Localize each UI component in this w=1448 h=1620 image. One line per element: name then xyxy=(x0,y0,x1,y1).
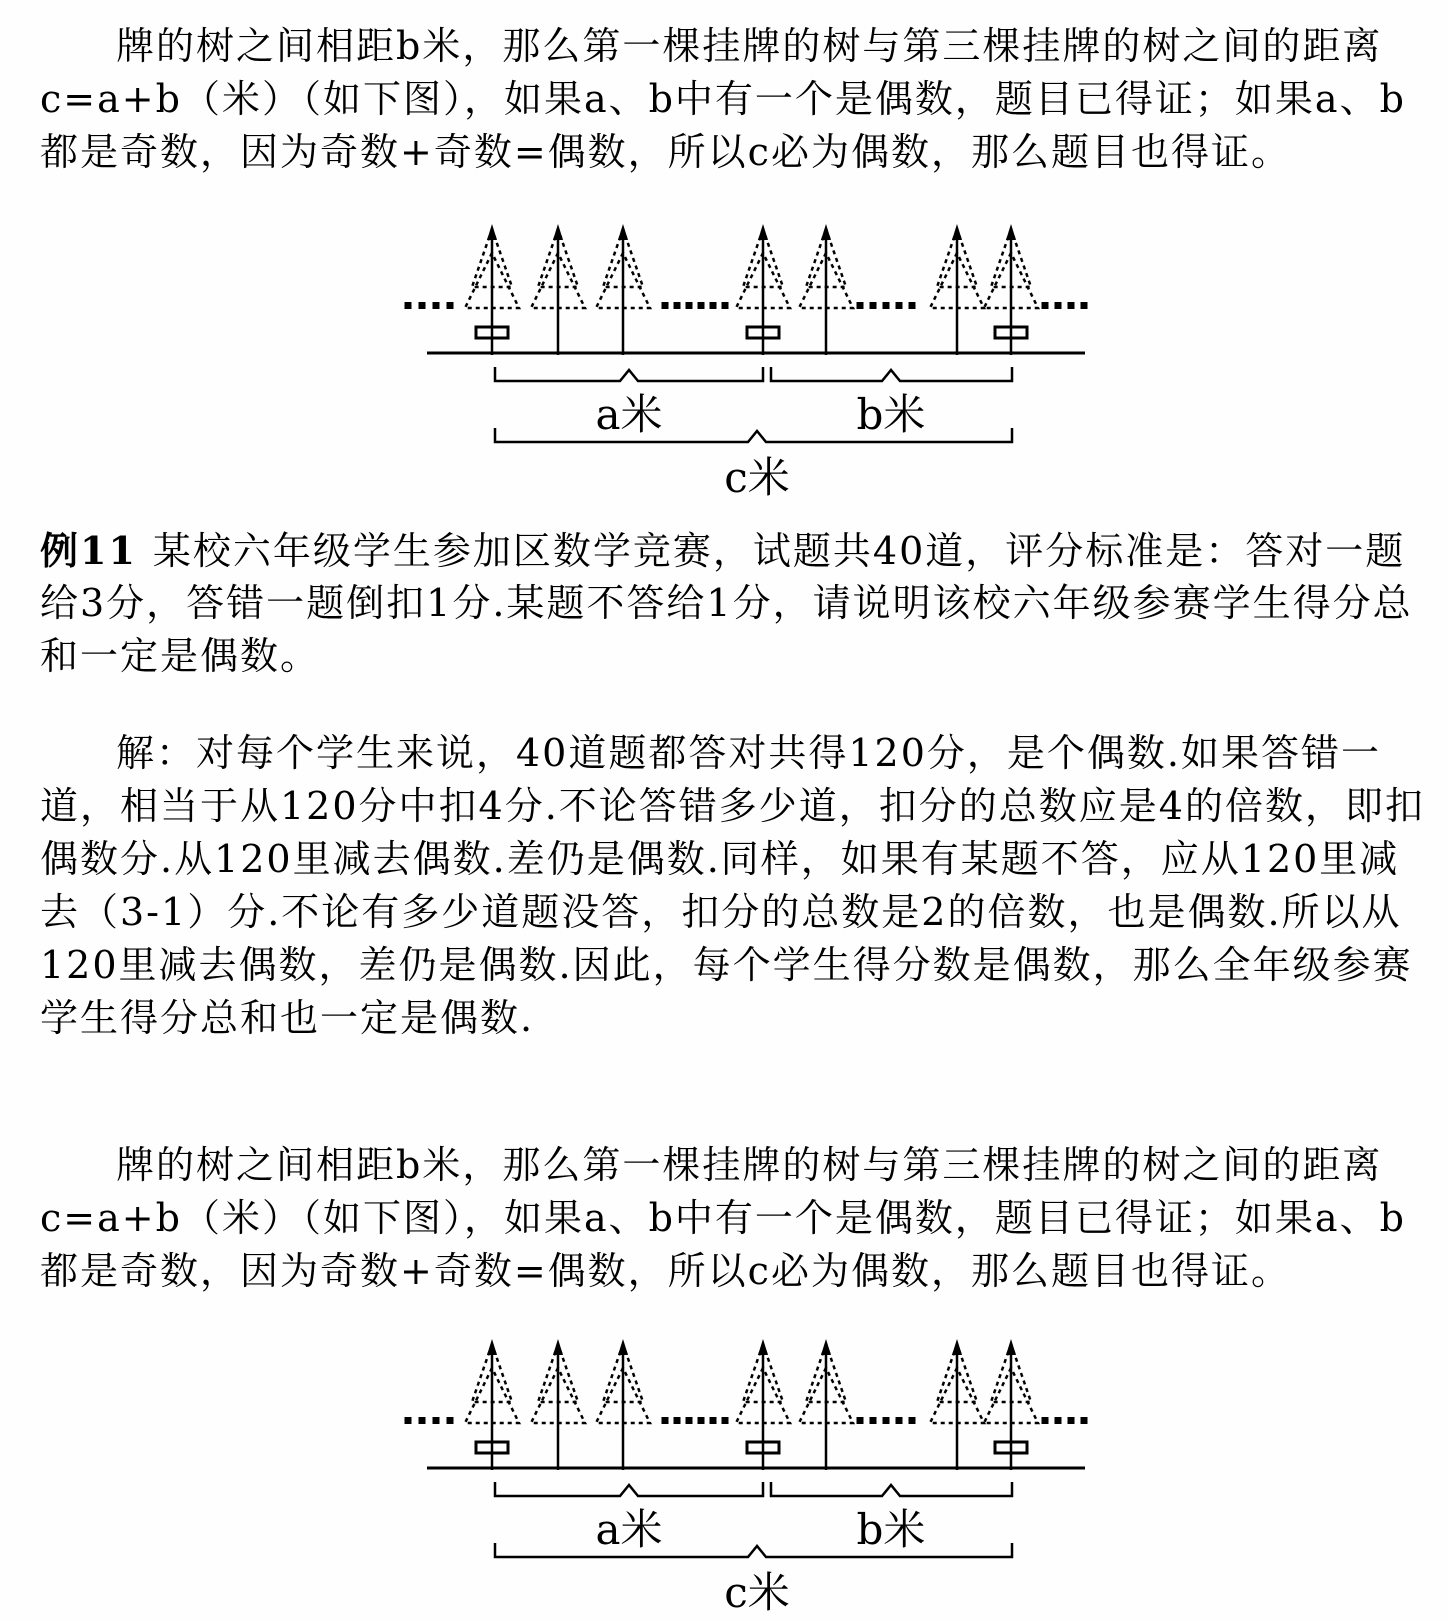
label-a-meters: a米 xyxy=(595,1505,663,1554)
intro-paragraph-repeat xyxy=(40,1139,1418,1298)
example-line-text: 某校六年级学生参加区数学竞赛，试题共40道，评分标准是：答对一题 xyxy=(152,529,1406,573)
example-number-label: 例11 xyxy=(40,528,137,573)
label-b-meters: b米 xyxy=(856,390,926,439)
text-line: 给3分，答错一题倒扣1分.某题不答给1分，请说明该校六年级参赛学生得分总 xyxy=(40,581,1413,625)
text-line: c=a+b（米）（如下图），如果a、b中有一个是偶数，题目已得证；如果a、b xyxy=(40,1196,1406,1240)
label-a-meters: a米 xyxy=(595,390,663,439)
ellipsis-dots-icon xyxy=(857,1417,916,1424)
pine-tree-icon xyxy=(984,1339,1038,1470)
pine-tree-icon xyxy=(736,224,790,355)
ellipsis-dots-icon xyxy=(857,302,916,309)
text-line: 和一定是偶数。 xyxy=(40,634,321,678)
intro-paragraph xyxy=(40,20,1418,179)
brace-a-span xyxy=(495,367,763,381)
text-line: 都是奇数，因为奇数+奇数=偶数，所以c必为偶数，那么题目也得证。 xyxy=(40,130,1291,174)
text-line: 偶数分.从120里减去偶数.差仍是偶数.同样，如果有某题不答，应从120里减 xyxy=(40,837,1400,881)
text-line: 都是奇数，因为奇数+奇数=偶数，所以c必为偶数，那么题目也得证。 xyxy=(40,1249,1291,1293)
text-line: 道，相当于从120分中扣4分.不论答错多少道，扣分的总数应是4的倍数，即扣 xyxy=(40,784,1425,828)
tree-sign-icon xyxy=(995,1442,1027,1453)
text-line: 120里减去偶数，差仍是偶数.因此，每个学生得分数是偶数，那么全年级参赛 xyxy=(40,943,1413,987)
pine-tree-icon xyxy=(465,1339,519,1470)
label-c-meters: c米 xyxy=(724,453,790,502)
pine-tree-icon xyxy=(736,1339,790,1470)
label-c-meters: c米 xyxy=(724,1568,790,1617)
brace-b-span xyxy=(771,367,1012,381)
pine-tree-icon xyxy=(596,1339,650,1470)
pine-tree-icon xyxy=(930,224,984,355)
text-line: 牌的树之间相距b米，那么第一棵挂牌的树与第三棵挂牌的树之间的距离 xyxy=(116,1143,1383,1187)
ellipsis-dots-icon xyxy=(405,302,454,309)
brace-c-span xyxy=(495,1543,1012,1557)
pine-tree-icon xyxy=(531,1339,585,1470)
pine-tree-icon xyxy=(799,1339,853,1470)
tree-sign-icon xyxy=(995,327,1027,338)
solution-paragraph xyxy=(40,727,1425,1045)
tree-sign-icon xyxy=(747,1442,779,1453)
tree-sign-icon xyxy=(476,1442,508,1453)
pine-tree-icon xyxy=(465,224,519,355)
ellipsis-dots-icon xyxy=(662,1417,729,1424)
text-line xyxy=(40,524,1418,577)
brace-a-span xyxy=(495,1482,763,1496)
text-line: 解：对每个学生来说，40道题都答对共得120分，是个偶数.如果答错一 xyxy=(116,731,1381,775)
tree-sign-icon xyxy=(476,327,508,338)
text-line: 牌的树之间相距b米，那么第一棵挂牌的树与第三棵挂牌的树之间的距离 xyxy=(116,24,1383,68)
ellipsis-dots-icon xyxy=(1042,1417,1088,1424)
pine-tree-icon xyxy=(799,224,853,355)
example-paragraph xyxy=(40,524,1418,683)
ellipsis-dots-icon xyxy=(662,302,729,309)
text-line: 学生得分总和也一定是偶数. xyxy=(40,996,535,1040)
tree-sign-icon xyxy=(747,327,779,338)
text-line: c=a+b（米）（如下图），如果a、b中有一个是偶数，题目已得证；如果a、b xyxy=(40,77,1406,121)
pine-tree-icon xyxy=(596,224,650,355)
text-line: 去（3-1）分.不论有多少道题没答，扣分的总数是2的倍数，也是偶数.所以从 xyxy=(40,890,1402,934)
ellipsis-dots-icon xyxy=(1042,302,1088,309)
ellipsis-dots-icon xyxy=(405,1417,454,1424)
pine-tree-icon xyxy=(930,1339,984,1470)
brace-c-span xyxy=(495,428,1012,442)
pine-tree-icon xyxy=(531,224,585,355)
label-b-meters: b米 xyxy=(856,1505,926,1554)
pine-tree-icon xyxy=(984,224,1038,355)
brace-b-span xyxy=(771,1482,1012,1496)
